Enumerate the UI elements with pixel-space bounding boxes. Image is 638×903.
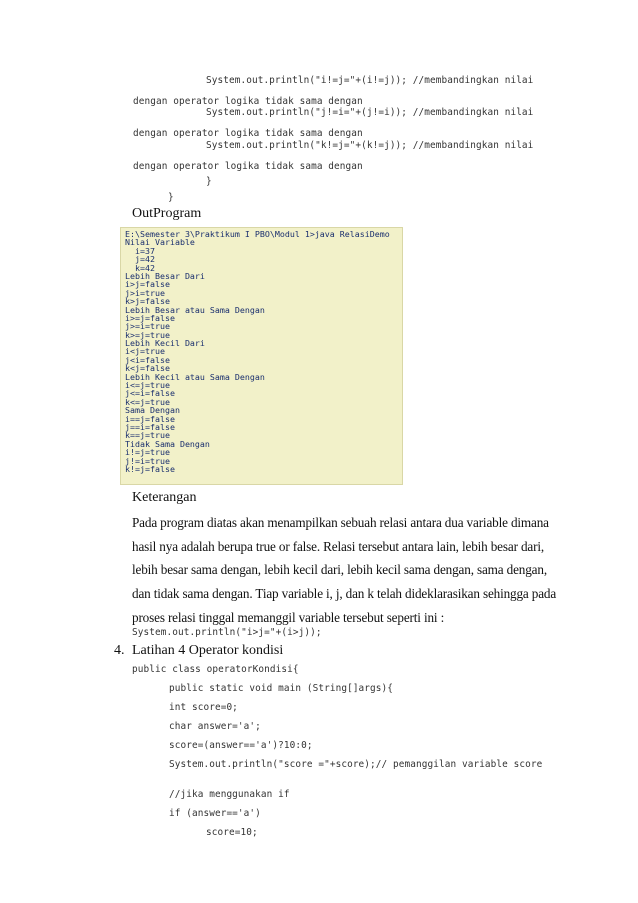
console-line: i<j=true xyxy=(125,346,165,357)
code-line: score=10; xyxy=(206,827,258,838)
console-line: Nilai Variable xyxy=(125,237,195,248)
code-line: if (answer=='a') xyxy=(169,808,261,819)
code-line: System.out.println("k!=j="+(k!=j)); //membandingkan nilai xyxy=(206,140,534,151)
console-line: Lebih Besar Dari xyxy=(125,270,205,281)
console-line: j!=i=true xyxy=(125,455,170,466)
console-line: j>=i=true xyxy=(125,321,170,332)
console-output-screenshot xyxy=(120,227,403,485)
code-line: public static void main (String[]args){ xyxy=(169,683,394,694)
console-line: j=42 xyxy=(125,254,155,265)
console-line: i=37 xyxy=(125,245,155,256)
console-line: k<=j=true xyxy=(125,396,170,407)
keterangan-paragraph-line: dan tidak sama dengan. Tiap variable i, j, dan k telah dideklarasikan sehingga pada xyxy=(132,586,557,601)
code-line: System.out.println("score ="+score);// pemanggilan variable score xyxy=(169,759,543,770)
code-line: //jika menggunakan if xyxy=(169,789,290,800)
code-line: System.out.println("j!=i="+(j!=i)); //membandingkan nilai xyxy=(206,107,534,118)
code-line: dengan operator logika tidak sama dengan xyxy=(133,161,363,172)
code-line: char answer='a'; xyxy=(169,721,261,732)
console-line: j<=i=false xyxy=(125,388,175,399)
console-line: i<=j=true xyxy=(125,380,170,391)
keterangan-paragraph-line: proses relasi tinggal memanggil variable tersebut seperti ini : xyxy=(132,610,445,625)
console-line: Lebih Besar atau Sama Dengan xyxy=(125,304,265,315)
console-line: k<j=false xyxy=(125,363,170,374)
console-line: k=42 xyxy=(125,262,155,273)
console-line: k>=j=true xyxy=(125,329,170,340)
code-line: int score=0; xyxy=(169,702,238,713)
code-line: dengan operator logika tidak sama dengan xyxy=(133,128,363,139)
console-line: j==i=false xyxy=(125,421,175,432)
closing-brace: } xyxy=(206,176,212,187)
console-line: k==j=true xyxy=(125,430,170,441)
console-line: i==j=false xyxy=(125,413,175,424)
console-line: k>j=false xyxy=(125,296,170,307)
code-line: dengan operator logika tidak sama dengan xyxy=(133,96,363,107)
console-line: Lebih Kecil atau Sama Dengan xyxy=(125,371,265,382)
console-line: Sama Dengan xyxy=(125,405,180,416)
console-line: k!=j=false xyxy=(125,463,175,474)
console-line: j<i=false xyxy=(125,354,170,365)
section-title: Latihan 4 Operator kondisi xyxy=(132,643,284,658)
code-line: System.out.println("i!=j="+(i!=j)); //membandingkan nilai xyxy=(206,75,534,86)
console-line: j>i=true xyxy=(125,287,165,298)
code-line: public class operatorKondisi{ xyxy=(132,664,299,675)
console-line: i>=j=false xyxy=(125,312,175,323)
keterangan-paragraph-line: lebih besar sama dengan, lebih kecil dari, lebih kecil sama dengan, sama dengan, xyxy=(132,562,547,577)
code-line: score=(answer=='a')?10:0; xyxy=(169,740,313,751)
console-line: i>j=false xyxy=(125,279,170,290)
keterangan-heading: Keterangan xyxy=(132,490,197,505)
console-line: Tidak Sama Dengan xyxy=(125,438,210,449)
console-line: E:\Semester 3\Praktikum I PBO\Modul 1>java RelasiDemo xyxy=(125,229,390,239)
out-program-heading: OutProgram xyxy=(132,206,202,221)
keterangan-code-line: System.out.println("i>j="+(i>j)); xyxy=(132,627,322,638)
keterangan-paragraph-line: Pada program diatas akan menampilkan sebuah relasi antara dua variable dimana xyxy=(132,515,549,530)
console-line: i!=j=true xyxy=(125,447,170,458)
section-number: 4. xyxy=(114,643,125,658)
keterangan-paragraph-line: hasil nya adalah berupa true or false. Relasi tersebut antara lain, lebih besar dari, xyxy=(132,539,545,554)
closing-brace: } xyxy=(168,192,174,203)
console-line: Lebih Kecil Dari xyxy=(125,338,205,349)
